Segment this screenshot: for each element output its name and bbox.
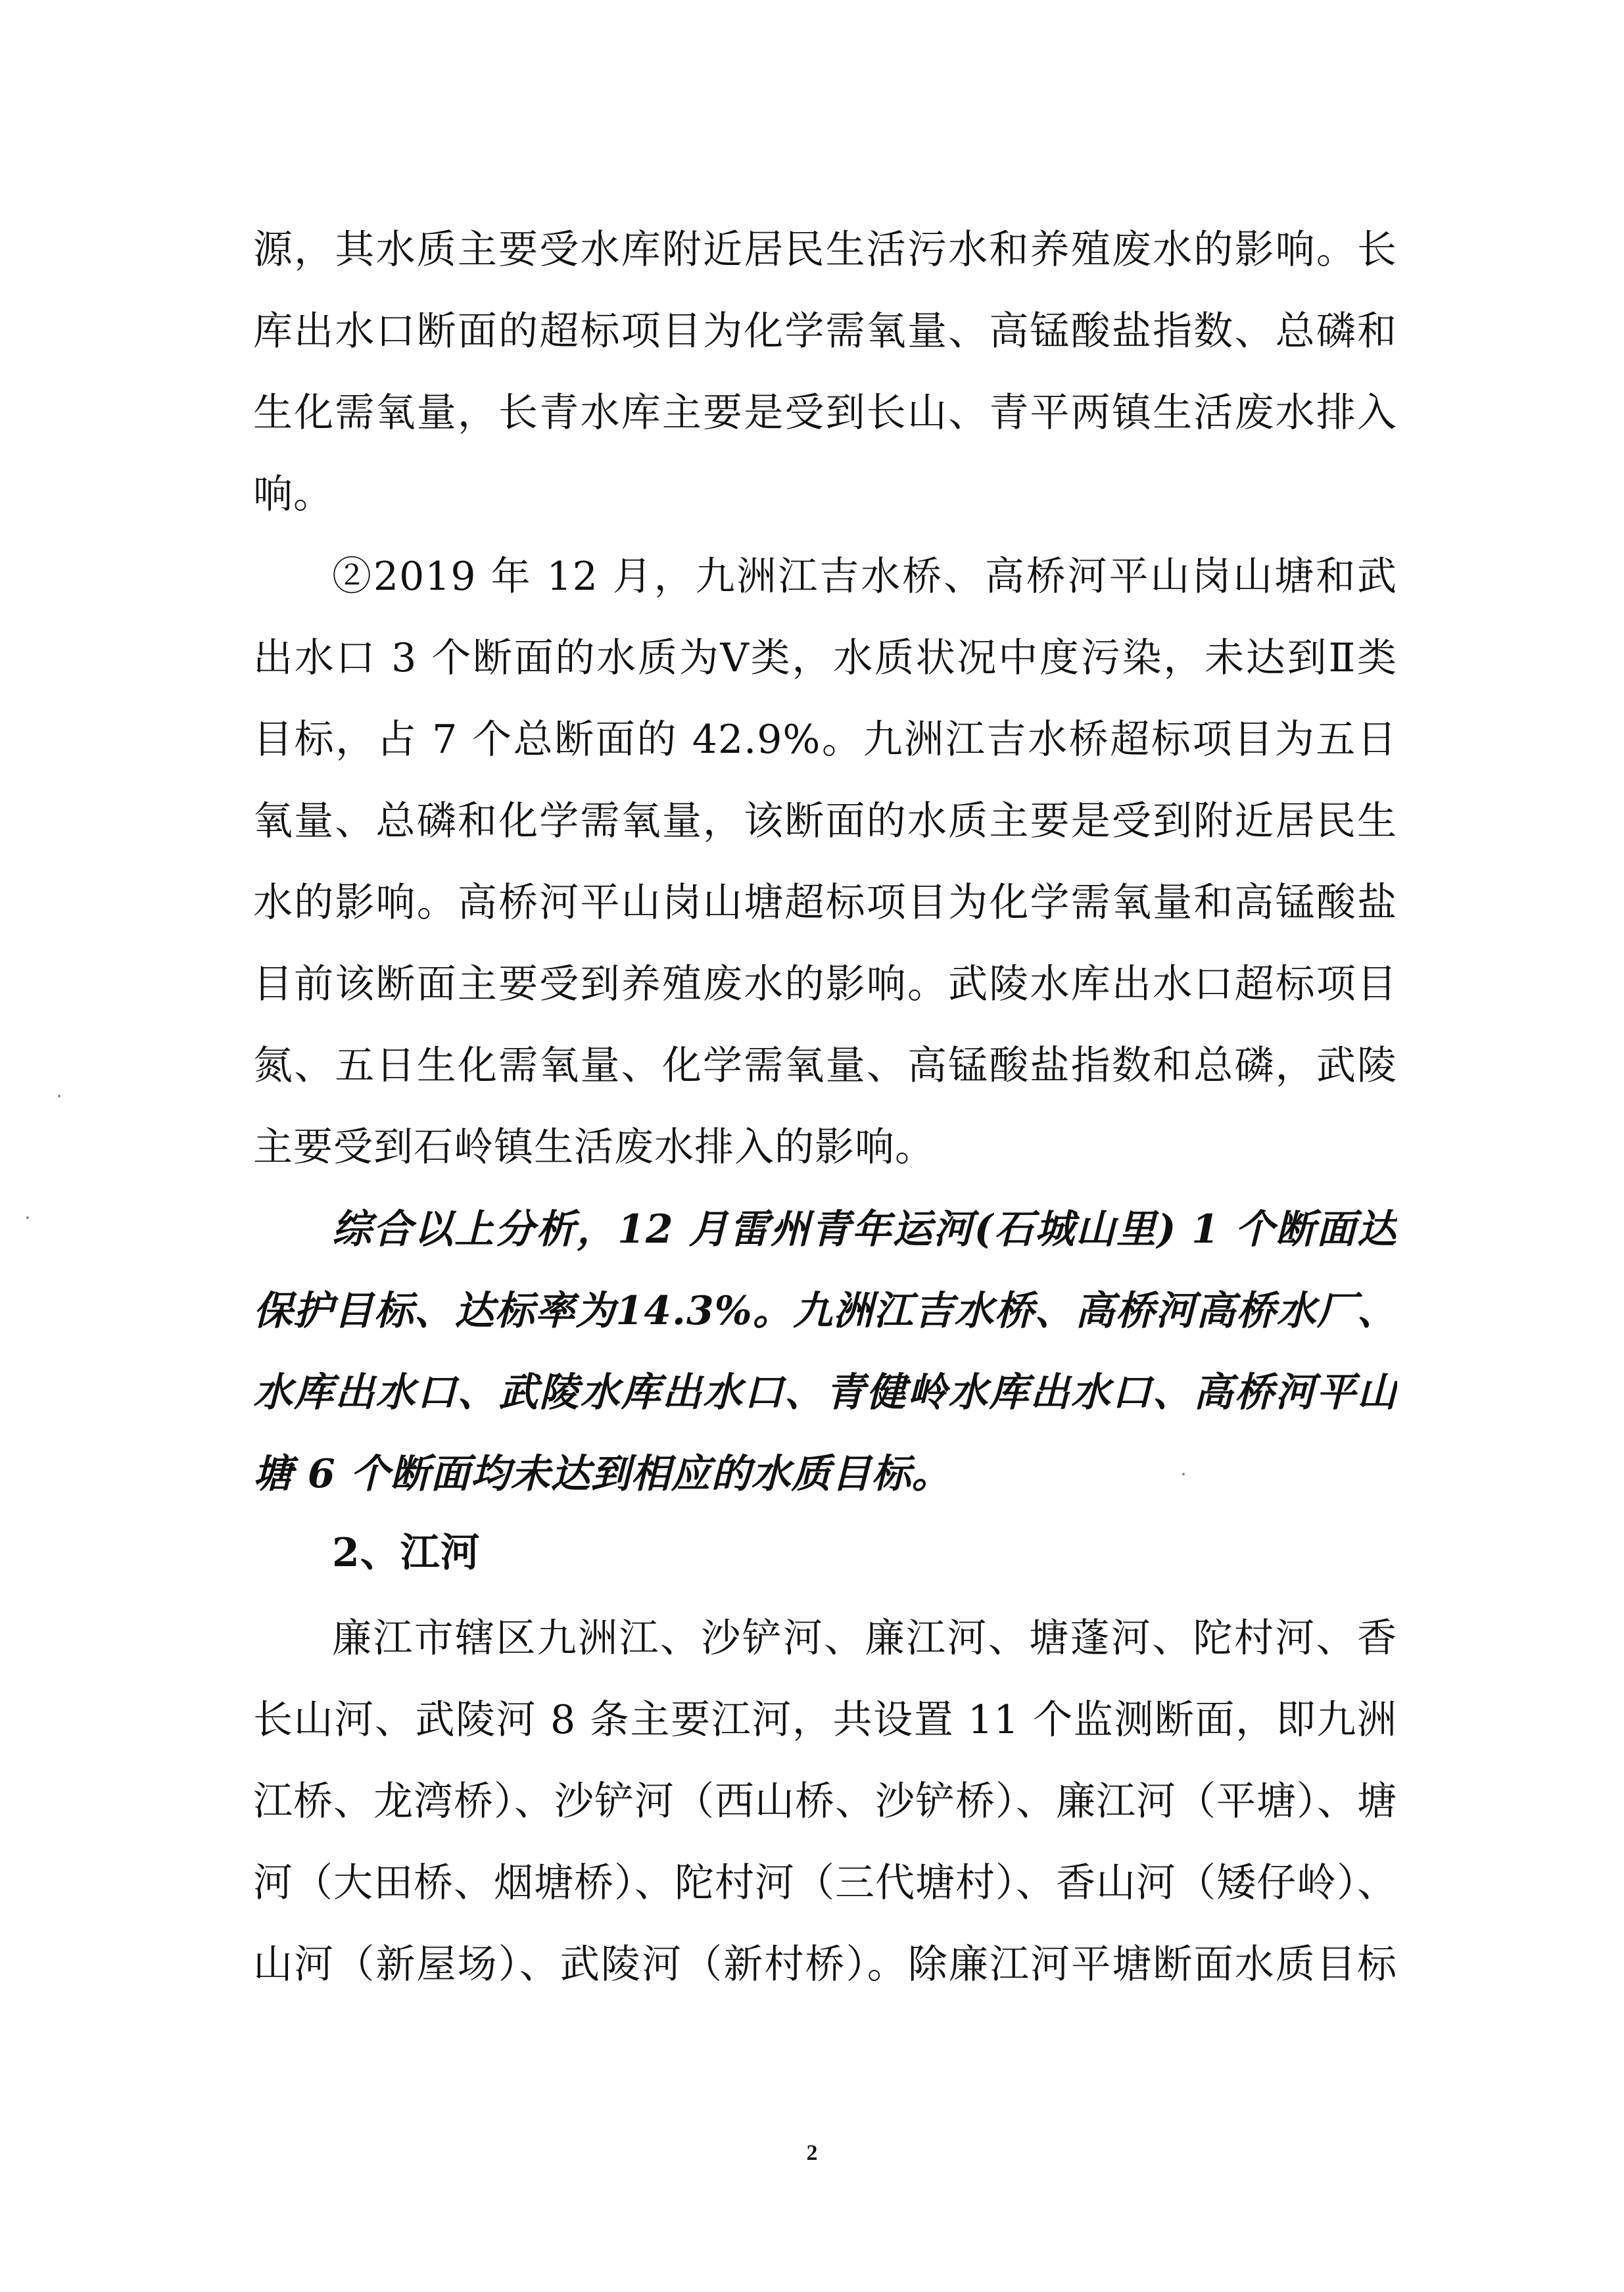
paragraph-2-line-5: 水的影响。高桥河平山岗山塘超标项目为化学需氧量和高锰酸盐: [253, 880, 1397, 926]
paragraph-2-line-8: 主要受到石岭镇生活废水排入的影响。: [253, 1124, 935, 1170]
paragraph-2-line-4: 氧量、总磷和化学需氧量，该断面的水质主要是受到附近居民生: [253, 798, 1397, 844]
paragraph-1-line-4: 响。: [253, 471, 333, 517]
scan-artifact: [1182, 1473, 1185, 1475]
paragraph-3-line-3: 江桥、龙湾桥）、沙铲河（西山桥、沙铲桥）、廉江河（平塘）、塘: [253, 1779, 1397, 1825]
paragraph-1-line-1: 源，其水质主要受水库附近居民生活污水和养殖废水的影响。长: [253, 227, 1397, 273]
page-number: 2: [806, 2141, 818, 2165]
paragraph-2-line-1: ②2019 年 12 月，九洲江吉水桥、高桥河平山岗山塘和武: [332, 554, 1397, 600]
paragraph-2-line-3: 目标，占 7 个总断面的 42.9%。九洲江吉水桥超标项目为五日: [253, 717, 1397, 763]
paragraph-1-line-2: 库出水口断面的超标项目为化学需氧量、高锰酸盐指数、总磷和: [253, 308, 1397, 354]
paragraph-1-line-3: 生化需氧量，长青水库主要是受到长山、青平两镇生活废水排入: [253, 390, 1397, 436]
summary-line-4: 塘 6 个断面均未达到相应的水质目标。: [253, 1451, 952, 1497]
paragraph-3-line-5: 山河（新屋场）、武陵河（新村桥）。除廉江河平塘断面水质目标: [253, 1942, 1397, 1988]
paragraph-3-line-4: 河（大田桥、烟塘桥）、陀村河（三代塘村）、香山河（矮仔岭）、: [253, 1860, 1397, 1906]
scan-artifact: [58, 1095, 60, 1097]
section-heading: 2、江河: [332, 1530, 481, 1576]
paragraph-2-line-2: 出水口 3 个断面的水质为Ⅴ类，水质状况中度污染，未达到Ⅱ类: [253, 635, 1397, 681]
paragraph-2-line-6: 目前该断面主要受到养殖废水的影响。武陵水库出水口超标项目: [253, 961, 1397, 1007]
summary-line-2: 保护目标、达标率为14.3%。九洲江吉水桥、高桥河高桥水厂、: [253, 1288, 1397, 1334]
paragraph-3-line-1: 廉江市辖区九洲江、沙铲河、廉江河、塘蓬河、陀村河、香: [332, 1615, 1397, 1661]
scan-artifact: [26, 1216, 29, 1219]
paragraph-2-line-7: 氮、五日生化需氧量、化学需氧量、高锰酸盐指数和总磷，武陵: [253, 1043, 1397, 1089]
summary-line-1: 综合以上分析，12 月雷州青年运河(石城山里) 1 个断面达: [332, 1206, 1397, 1253]
summary-line-3: 水库出水口、武陵水库出水口、青健岭水库出水口、高桥河平山: [253, 1370, 1397, 1416]
paragraph-3-line-2: 长山河、武陵河 8 条主要江河，共设置 11 个监测断面，即九洲: [253, 1697, 1397, 1743]
